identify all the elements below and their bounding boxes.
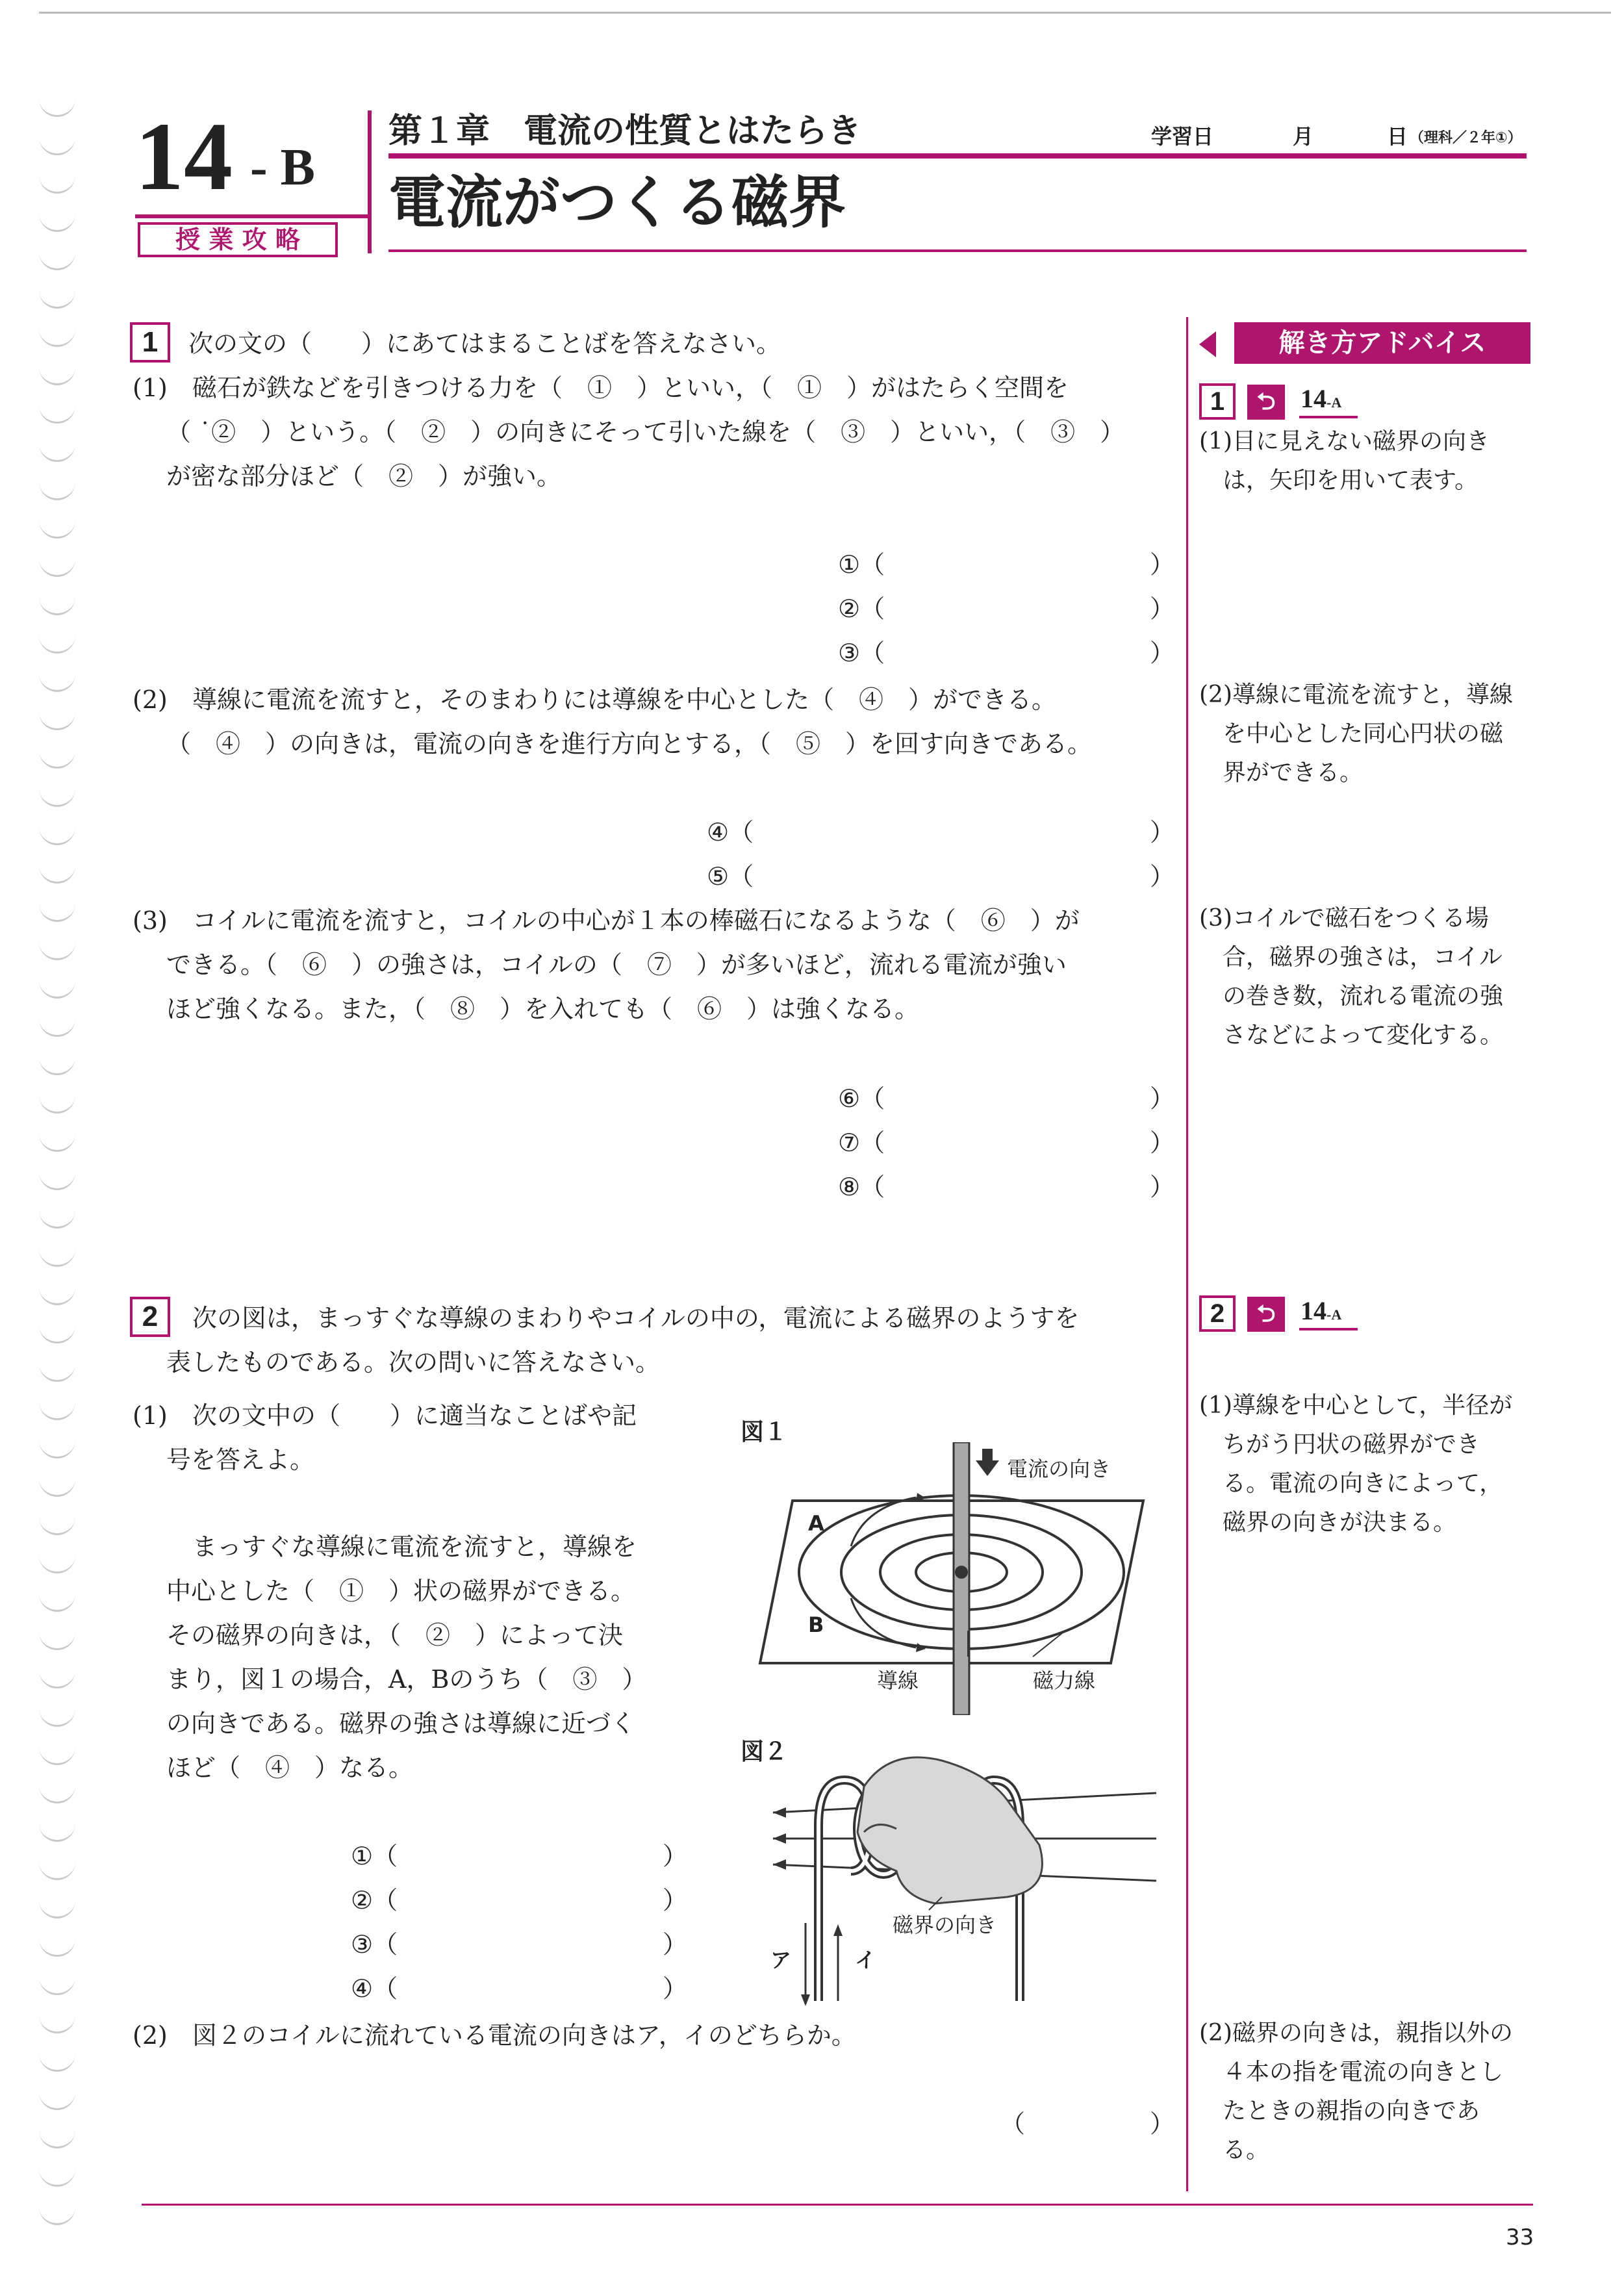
q1-number: 1 (130, 322, 170, 363)
binder-ring (39, 596, 75, 615)
answer-blank-1[interactable]: ①（ (838, 550, 885, 579)
chapter-rule (388, 153, 1527, 159)
answer-close: ） (1150, 2109, 1175, 2138)
top-rule (39, 12, 1611, 14)
current-arrow-icon (976, 1449, 999, 1476)
advice-2-ref[interactable]: 14-A (1300, 1296, 1342, 1325)
binder-ring (39, 327, 75, 347)
figure-1-field-lines-label: 磁力線 (1033, 1668, 1096, 1693)
month-label: 月 (1293, 124, 1314, 149)
advice-text: ４本の指を電流の向きとし (1199, 2059, 1504, 2085)
advice-1-ref[interactable]: 14-A (1300, 384, 1342, 413)
lesson-number: 14 (135, 103, 233, 210)
binder-ring (39, 1439, 75, 1458)
figure-1-current-label: 電流の向き (1007, 1457, 1111, 1481)
advice-text: (3)コイルで磁石をつくる場 (1199, 905, 1489, 932)
binder-ring (39, 519, 75, 539)
answer-close: ） (1150, 818, 1175, 847)
binder-ring (39, 749, 75, 769)
q2-instruction-line: 表したものである。次の問いに答えなさい。 (166, 1348, 661, 1377)
q1-p1-number: (1) (133, 374, 168, 402)
binder-ring (39, 902, 75, 922)
advice-text: (1)目に見えない磁界の向き (1199, 428, 1490, 455)
binder-ring (39, 1592, 75, 1612)
advice-text: の巻き数，流れる電流の強 (1199, 983, 1504, 1010)
binder-ring (39, 2052, 75, 2072)
hand (857, 1757, 1042, 1903)
q2-p2-text: 図２のコイルに流れている電流の向きはア，イのどちらか。 (192, 2021, 856, 2050)
advice-banner: 解き方アドバイス (1234, 322, 1530, 364)
binder-ring (39, 1477, 75, 1497)
figure-2 (767, 1741, 1169, 2014)
answer-close: ） (663, 1886, 688, 1915)
q2-p2-answer[interactable]: （ (1000, 2109, 1026, 2138)
binder-ring (39, 1899, 75, 1918)
advice-text: る。 (1199, 2137, 1270, 2163)
q1-p2-line: （ ④ ）の向きは，電流の向きを進行方向とする，（ ⑤ ）を回す向きである。 (166, 730, 1093, 758)
binder-ring (39, 1822, 75, 1842)
figure-2-label: 図２ (741, 1738, 788, 1765)
answer-blank-8[interactable]: ⑧（ (838, 1173, 885, 1201)
q2-p1-line: 次の文中の（ ）に適当なことばや記 (192, 1401, 637, 1430)
figure-1-label: 図１ (741, 1419, 788, 1445)
header-divider (368, 110, 372, 253)
study-day-label: 学習日 (1151, 124, 1214, 149)
answer-close: ） (1150, 550, 1175, 579)
advice-text: を中心とした同心円状の磁 (1199, 720, 1504, 747)
advice-text: (2)磁界の向きは，親指以外の (1199, 2020, 1513, 2046)
binder-ring (39, 1784, 75, 1803)
binder-ring (39, 1286, 75, 1305)
q1-p3-line: できる。（ ⑥ ）の強さは，コイルの（ ⑦ ）が多いほど，流れる電流が強い (166, 950, 1067, 979)
binder-ring (39, 711, 75, 730)
q2-answer-blank-3[interactable]: ③（ (351, 1930, 398, 1959)
answer-blank-5[interactable]: ⑤（ (707, 862, 754, 891)
advice-1-ref-underline (1299, 416, 1358, 418)
advice-1-number: 1 (1199, 383, 1236, 420)
answer-close: ） (1150, 1128, 1175, 1157)
binder-ring (39, 1937, 75, 1957)
binder-ring (39, 1746, 75, 1765)
binder-ring (39, 1861, 75, 1880)
answer-blank-3[interactable]: ③（ (838, 639, 885, 667)
binder-ring (39, 1554, 75, 1573)
binder-ring (39, 1707, 75, 1727)
advice-2-number: 2 (1199, 1295, 1236, 1332)
binder-ring (39, 787, 75, 807)
page-title: 電流がつくる磁界 (388, 169, 846, 236)
binder-ring (39, 1362, 75, 1382)
answer-close: ） (663, 1842, 688, 1870)
binder-ring (39, 1976, 75, 1995)
advice-text: たときの親指の向きであ (1199, 2098, 1480, 2124)
q2-body-line: ほど（ ④ ）なる。 (166, 1753, 414, 1782)
q1-p3-line: ほど強くなる。また，（ ⑧ ）を入れても（ ⑥ ）は強くなる。 (166, 995, 920, 1023)
q2-p1-number: (1) (133, 1401, 168, 1430)
binder-ring (39, 1247, 75, 1267)
q2-p1-line: 号を答えよ。 (166, 1445, 315, 1474)
advice-text: さなどによって変化する。 (1199, 1022, 1504, 1049)
answer-close: ） (1150, 594, 1175, 623)
q1-instruction: 次の文の（ ）にあてはまることばを答えなさい。 (188, 329, 781, 358)
answer-blank-4[interactable]: ④（ (707, 818, 754, 847)
binder-ring (39, 481, 75, 500)
back-arrow-icon[interactable]: ⮌ (1247, 385, 1285, 420)
binder-ring (39, 2091, 75, 2110)
page-number: 33 (1506, 2224, 1534, 2250)
binder-ring (39, 1516, 75, 1535)
binder-ring (39, 1017, 75, 1037)
subject-label: （理科／２年①） (1410, 130, 1522, 146)
answer-close: ） (1150, 1173, 1175, 1201)
q2-body-line: まっすぐな導線に電流を流すと，導線を (192, 1533, 637, 1561)
binder-ring (39, 1669, 75, 1688)
binder-ring (39, 864, 75, 884)
advice-banner-arrow (1199, 331, 1216, 357)
q2-body-line: まり，図１の場合，A，Bのうち（ ③ ） (166, 1665, 647, 1694)
binder-ring (39, 97, 75, 117)
figure-1-a-label: A (808, 1511, 824, 1536)
binder-ring (39, 2129, 75, 2148)
q1-p1-line: 磁石が鉄などを引きつける力を（ ① ）といい，（ ① ）がはたらく空間を (192, 374, 1069, 402)
answer-blank-2[interactable]: ②（ (838, 594, 885, 623)
q1-p1-line: （ ˙② ）という。（ ② ）の向きにそって引いた線を（ ③ ）といい，（ ③ ） (166, 418, 1125, 446)
binder-ring (39, 557, 75, 577)
advice-text: 界ができる。 (1199, 759, 1364, 786)
lesson-suffix: - B (250, 139, 315, 196)
q2-body-line: その磁界の向きは，（ ② ）によって決 (166, 1621, 624, 1649)
q2-answer-blank-2[interactable]: ②（ (351, 1886, 398, 1915)
binder-ring (39, 442, 75, 462)
chapter-title: 第１章 電流の性質とはたらき (388, 112, 862, 151)
binder-ring (39, 1401, 75, 1420)
binder-ring (39, 2167, 75, 2187)
answer-blank-6[interactable]: ⑥（ (838, 1084, 885, 1113)
advice-text: ちがう円状の磁界ができ (1199, 1431, 1480, 1458)
answer-close: ） (1150, 862, 1175, 891)
binder-ring (39, 634, 75, 654)
binder-rings (39, 97, 84, 2274)
figure-1-b-label: B (808, 1612, 824, 1637)
q2-answer-blank-1[interactable]: ①（ (351, 1842, 398, 1870)
q2-number: 2 (130, 1297, 170, 1337)
q2-answer-blank-4[interactable]: ④（ (351, 1974, 398, 2003)
q2-body-line: の向きである。磁界の強さは導線に近づく (166, 1709, 636, 1738)
q2-instruction-line: 次の図は，まっすぐな導線のまわりやコイルの中の，電流による磁界のようすを (192, 1304, 1080, 1332)
answer-blank-7[interactable]: ⑦（ (838, 1128, 885, 1157)
binder-ring (39, 1056, 75, 1075)
binder-ring (39, 136, 75, 155)
q1-p1-line: が密な部分ほど（ ② ）が強い。 (166, 462, 562, 490)
binder-ring (39, 1631, 75, 1650)
answer-close: ） (663, 1974, 688, 2003)
advice-text: (1)導線を中心として，半径が (1199, 1392, 1513, 1419)
binder-ring (39, 251, 75, 270)
advice-text: 磁界の向きが決まる。 (1199, 1509, 1457, 1536)
figure-2-i-label: イ (855, 1948, 876, 1972)
column-divider (1186, 317, 1188, 2191)
answer-close: ） (1150, 1084, 1175, 1113)
advice-text: (2)導線に電流を流すと，導線 (1199, 681, 1513, 708)
binder-ring (39, 289, 75, 309)
q1-p2-line: 導線に電流を流すと，そのまわりには導線を中心とした（ ④ ）ができる。 (192, 685, 1057, 714)
footer-rule (142, 2204, 1533, 2206)
binder-ring (39, 366, 75, 385)
q2-p2-number: (2) (133, 2021, 168, 2050)
binder-ring (39, 1171, 75, 1190)
binder-ring (39, 2206, 75, 2225)
figure-2-field-label: 磁界の向き (893, 1913, 997, 1937)
day-label: 日 (1387, 124, 1408, 149)
figure-1-wire-label: 導線 (877, 1668, 919, 1693)
binder-ring (39, 2014, 75, 2033)
q2-body-line: 中心とした（ ① ）状の磁界ができる。 (166, 1577, 636, 1605)
q1-p2-number: (2) (133, 685, 168, 714)
binder-ring (39, 941, 75, 960)
binder-ring (39, 1094, 75, 1114)
figure-2-a-label: ア (770, 1948, 792, 1972)
lesson-underline (135, 214, 369, 218)
lesson-tag: 授 業 攻 略 (138, 222, 338, 257)
binder-ring (39, 979, 75, 999)
answer-close: ） (1150, 639, 1175, 667)
binder-ring (39, 1324, 75, 1343)
binder-ring (39, 1132, 75, 1152)
answer-close: ） (663, 1930, 688, 1959)
advice-text: 合，磁界の強さは，コイル (1199, 944, 1503, 971)
binder-ring (39, 404, 75, 424)
title-rule (388, 249, 1527, 252)
advice-text: は，矢印を用いて表す。 (1199, 467, 1478, 494)
advice-2-ref-underline (1299, 1328, 1358, 1330)
binder-ring (39, 174, 75, 194)
binder-ring (39, 212, 75, 232)
binder-ring (39, 672, 75, 692)
back-arrow-icon[interactable]: ⮌ (1247, 1297, 1285, 1332)
binder-ring (39, 826, 75, 845)
advice-text: る。電流の向きによって， (1199, 1470, 1503, 1497)
binder-ring (39, 1209, 75, 1229)
q1-p3-line: コイルに電流を流すと，コイルの中心が１本の棒磁石になるような（ ⑥ ）が (192, 906, 1080, 935)
q1-p3-number: (3) (133, 906, 168, 935)
